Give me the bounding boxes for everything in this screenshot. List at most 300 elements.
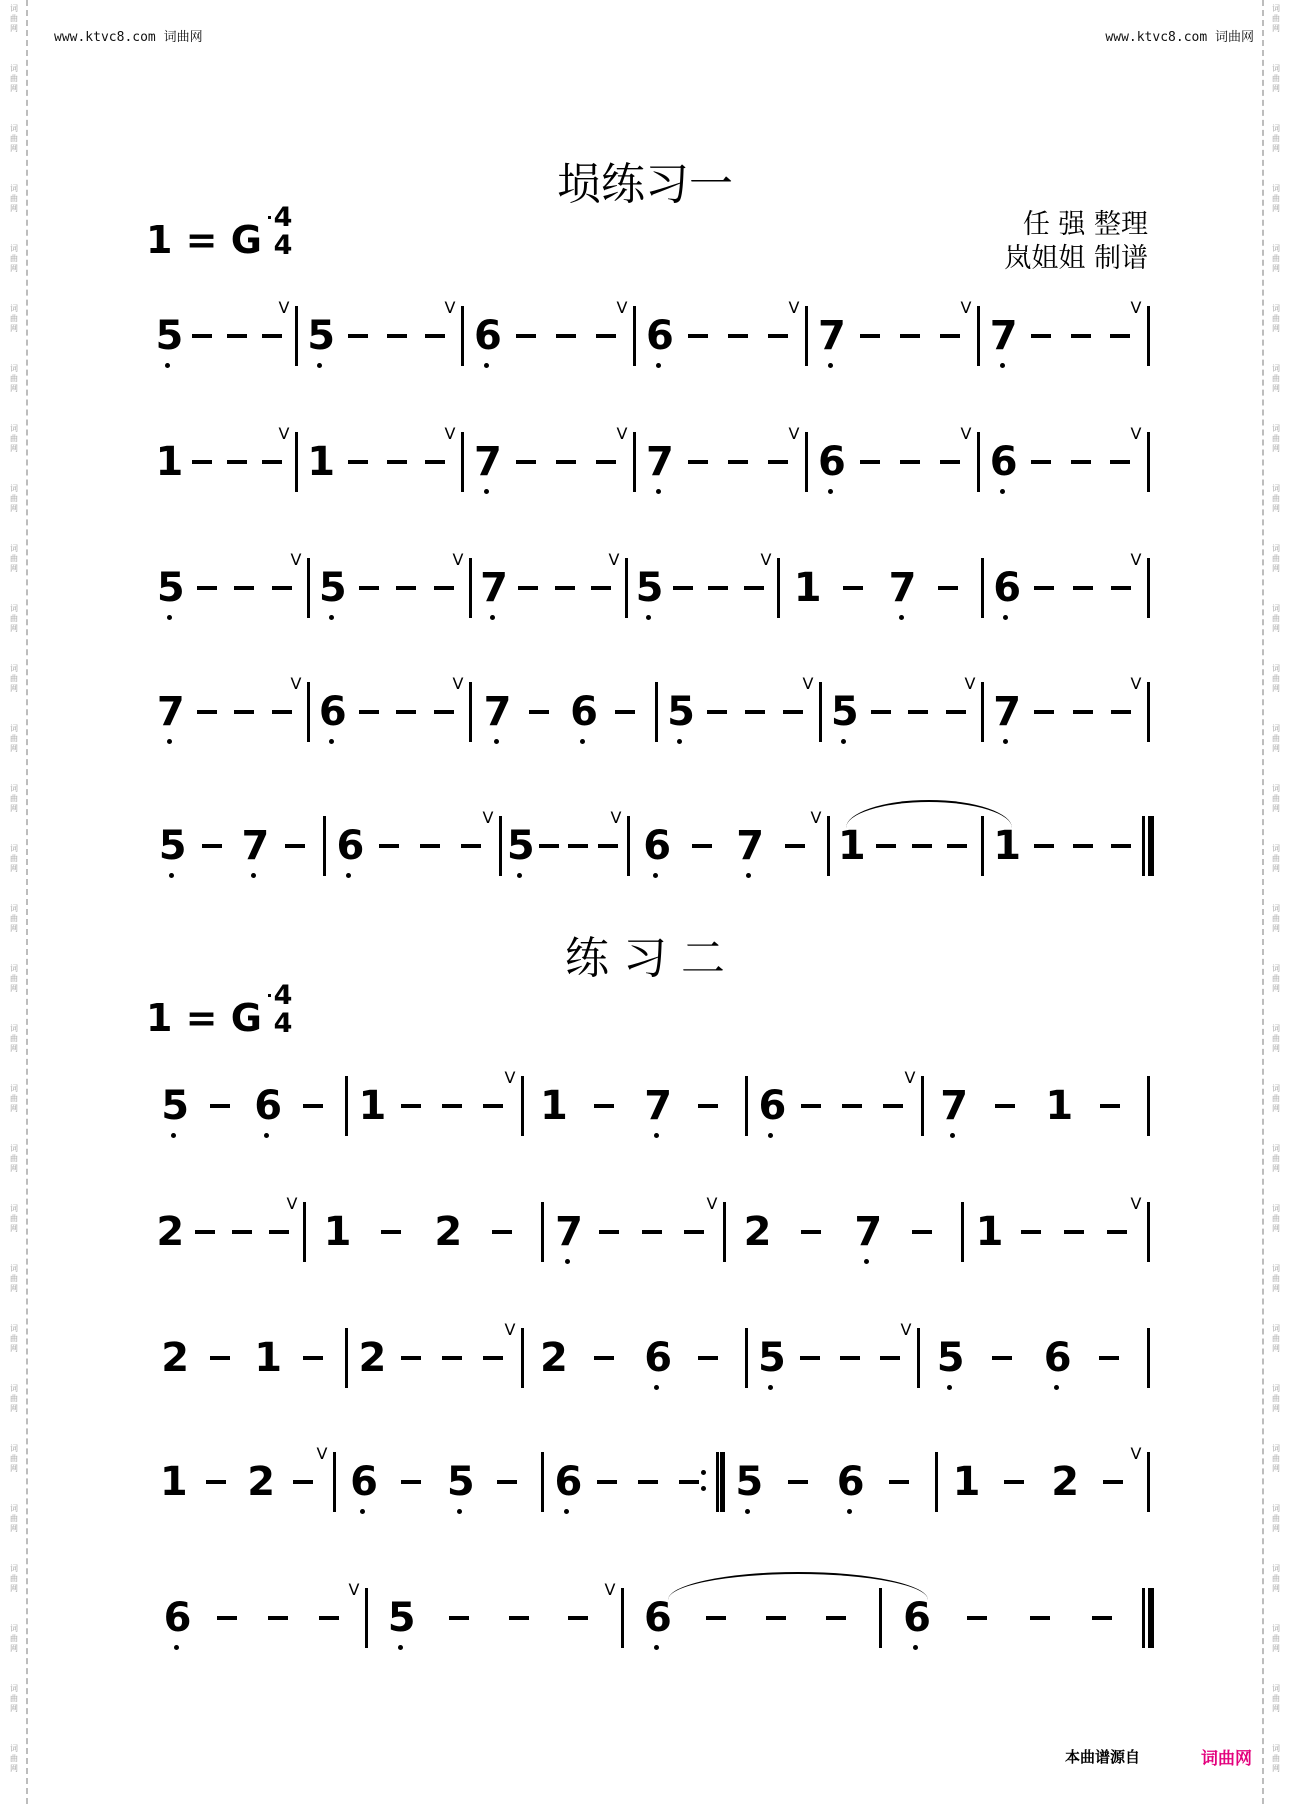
dash <box>303 1104 323 1108</box>
side-watermark: 词 曲 网 <box>1272 1684 1280 1713</box>
barline <box>1147 432 1150 492</box>
side-watermark: 词 曲 网 <box>10 1084 18 1113</box>
barline <box>819 682 822 742</box>
note: 5 <box>155 313 184 359</box>
dash <box>234 710 254 714</box>
barline <box>303 1202 306 1262</box>
barline <box>333 1452 336 1512</box>
dash <box>202 844 222 848</box>
side-watermark: 词 曲 网 <box>10 184 18 213</box>
breath-mark: V <box>348 1580 360 1599</box>
breath-mark: V <box>444 298 456 317</box>
dash <box>947 844 967 848</box>
dash <box>698 1356 718 1360</box>
breath-mark: V <box>788 298 800 317</box>
side-watermark: 词 曲 网 <box>1272 1084 1280 1113</box>
dash <box>262 334 282 338</box>
side-watermark: 词 曲 网 <box>10 1564 18 1593</box>
barline <box>295 432 298 492</box>
note: 1 <box>1045 1083 1074 1129</box>
dash <box>359 586 379 590</box>
breath-mark: V <box>1130 1194 1142 1213</box>
breath-mark: V <box>604 1580 616 1599</box>
score-line2 <box>0 422 1290 502</box>
score-line9 <box>0 1442 1290 1522</box>
dash <box>599 1230 619 1234</box>
source-label: 本曲谱源自 <box>1064 1748 1140 1766</box>
dash <box>745 710 765 714</box>
dash <box>516 460 536 464</box>
note: 6 <box>643 823 672 869</box>
dash <box>768 460 788 464</box>
breath-mark: V <box>482 808 494 827</box>
note: 6 <box>1043 1335 1072 1381</box>
side-watermark: 词 曲 网 <box>10 124 18 153</box>
dash <box>843 586 863 590</box>
barline <box>745 1076 748 1136</box>
dash <box>938 586 958 590</box>
dash <box>940 460 960 464</box>
note: 2 <box>1051 1459 1080 1505</box>
dash <box>483 1356 503 1360</box>
barline <box>625 558 628 618</box>
side-watermark: 词 曲 网 <box>10 664 18 693</box>
dash <box>268 1616 288 1620</box>
side-watermark: 词 曲 网 <box>10 1024 18 1053</box>
dash <box>860 460 880 464</box>
note: 6 <box>903 1595 931 1641</box>
note: 7 <box>474 439 502 485</box>
dash <box>698 1104 718 1108</box>
barline <box>345 1076 348 1136</box>
dash <box>303 1356 323 1360</box>
side-watermark: 词 曲 网 <box>1272 844 1280 873</box>
dash <box>381 1230 401 1234</box>
dash <box>840 1356 860 1360</box>
side-watermark: 词 曲 网 <box>10 4 18 33</box>
barline <box>1147 306 1150 366</box>
final-barline <box>1142 816 1154 876</box>
tie <box>668 1572 928 1600</box>
barline <box>1147 558 1150 618</box>
note: 6 <box>989 439 1018 485</box>
dash <box>692 844 712 848</box>
piece1-meter-top: 4 <box>273 202 293 233</box>
breath-mark: V <box>760 550 772 569</box>
dash <box>1064 1230 1084 1234</box>
breath-mark: V <box>1130 550 1142 569</box>
note: 5 <box>936 1335 965 1381</box>
barline <box>461 432 464 492</box>
dash <box>210 1104 230 1108</box>
barline <box>365 1588 368 1648</box>
note: 7 <box>993 689 1022 735</box>
note: 2 <box>358 1335 387 1381</box>
side-watermark: 词 曲 网 <box>1272 1324 1280 1353</box>
dash <box>461 844 481 848</box>
breath-mark: V <box>1130 1444 1142 1463</box>
dash <box>1071 460 1091 464</box>
breath-mark: V <box>810 808 822 827</box>
barline <box>917 1328 920 1388</box>
dash <box>946 710 966 714</box>
dash <box>556 460 576 464</box>
dash <box>210 1356 230 1360</box>
side-watermark: 词 曲 网 <box>1272 1744 1280 1773</box>
note: 5 <box>156 565 185 611</box>
dash <box>206 1480 226 1484</box>
dash <box>1110 334 1130 338</box>
dash <box>269 1230 289 1234</box>
dash <box>615 710 635 714</box>
dash <box>728 460 748 464</box>
dash <box>387 460 407 464</box>
barline <box>1147 1202 1150 1262</box>
breath-mark: V <box>1130 424 1142 443</box>
repeat-dots <box>701 1466 707 1496</box>
dash <box>889 1480 909 1484</box>
dash <box>706 1616 726 1620</box>
side-watermark: 词 曲 网 <box>1272 1444 1280 1473</box>
dash <box>1073 710 1093 714</box>
dash <box>359 710 379 714</box>
dash <box>900 334 920 338</box>
note: 1 <box>793 565 822 611</box>
piece1-key: 1 = G <box>146 218 262 262</box>
barline <box>1147 1328 1150 1388</box>
dash <box>876 844 896 848</box>
barline <box>981 558 984 618</box>
note: 2 <box>247 1459 276 1505</box>
dash <box>401 1356 421 1360</box>
note: 5 <box>735 1459 764 1505</box>
dash <box>744 586 764 590</box>
dash <box>860 334 880 338</box>
header-watermark-right: www.ktvc8.com 词曲网 <box>1105 30 1254 45</box>
barline <box>981 682 984 742</box>
note: 6 <box>254 1083 283 1129</box>
dash <box>1111 710 1131 714</box>
note: 7 <box>555 1209 583 1255</box>
side-watermark: 词 曲 网 <box>1272 1624 1280 1653</box>
barline <box>307 682 310 742</box>
breath-mark: V <box>278 424 290 443</box>
side-watermark: 词 曲 网 <box>10 604 18 633</box>
score-line4 <box>0 672 1290 752</box>
dash <box>591 586 611 590</box>
dash <box>1073 586 1093 590</box>
piece2-meter-bottom: 4 <box>273 1008 293 1039</box>
breath-mark: V <box>904 1068 916 1087</box>
dash <box>555 586 575 590</box>
side-watermark: 词 曲 网 <box>10 1744 18 1773</box>
note: 6 <box>570 689 598 735</box>
dash <box>992 1356 1012 1360</box>
final-barline <box>1142 1588 1154 1648</box>
side-watermark: 词 曲 网 <box>1272 1564 1280 1593</box>
note: 6 <box>644 1335 673 1381</box>
dash <box>1034 710 1054 714</box>
dash <box>596 334 616 338</box>
note: 5 <box>758 1335 786 1381</box>
side-watermark: 词 曲 网 <box>10 364 18 393</box>
dash <box>387 334 407 338</box>
dash <box>1111 844 1131 848</box>
note: 7 <box>156 689 185 735</box>
dash <box>348 460 368 464</box>
note: 6 <box>818 439 846 485</box>
side-watermark: 词 曲 网 <box>1272 964 1280 993</box>
score-line10 <box>0 1578 1290 1658</box>
note: 7 <box>644 1083 673 1129</box>
side-watermark: 词 曲 网 <box>10 844 18 873</box>
dash <box>688 460 708 464</box>
side-watermark: 词 曲 网 <box>1272 1384 1280 1413</box>
note: 1 <box>540 1083 568 1129</box>
note: 6 <box>554 1459 583 1505</box>
dash <box>272 710 292 714</box>
breath-mark: V <box>504 1068 516 1087</box>
dash <box>529 710 549 714</box>
dash <box>434 586 454 590</box>
dash <box>684 1230 704 1234</box>
barline <box>805 306 808 366</box>
side-watermark: 词 曲 网 <box>1272 664 1280 693</box>
dash <box>1099 1356 1119 1360</box>
breath-mark: V <box>960 298 972 317</box>
score-line1 <box>0 296 1290 376</box>
side-watermark: 词 曲 网 <box>10 1384 18 1413</box>
barline <box>499 816 502 876</box>
note: 5 <box>307 313 336 359</box>
dash <box>217 1616 237 1620</box>
barline <box>977 306 980 366</box>
breath-mark: V <box>286 1194 298 1213</box>
dash <box>1030 1616 1050 1620</box>
breath-mark: V <box>452 550 464 569</box>
note: 7 <box>480 565 508 611</box>
dash <box>396 586 416 590</box>
dash <box>940 334 960 338</box>
note: 6 <box>993 565 1022 611</box>
note: 5 <box>318 565 347 611</box>
side-watermark: 词 曲 网 <box>10 244 18 273</box>
note: 1 <box>155 439 184 485</box>
dash <box>598 844 618 848</box>
dash <box>492 1230 512 1234</box>
source-brand: 词曲网 <box>1201 1749 1252 1769</box>
dash <box>293 1480 313 1484</box>
note: 1 <box>837 823 866 869</box>
piece2-key: 1 = G <box>146 996 262 1040</box>
note: 5 <box>830 689 859 735</box>
piece1-title: 埙练习一 <box>557 159 733 210</box>
header-watermark-left: www.ktvc8.com 词曲网 <box>54 30 203 45</box>
dash <box>1031 334 1051 338</box>
note: 5 <box>161 1083 190 1129</box>
dash <box>285 844 305 848</box>
note: 2 <box>434 1209 463 1255</box>
dash <box>800 1356 820 1360</box>
side-watermark: 词 曲 网 <box>1272 64 1280 93</box>
note: 1 <box>159 1459 188 1505</box>
dash <box>1092 1616 1112 1620</box>
dash <box>227 334 247 338</box>
dash <box>1111 586 1131 590</box>
dash <box>783 710 803 714</box>
dash <box>497 1480 517 1484</box>
repeat-barline <box>711 1452 725 1512</box>
barline <box>921 1076 924 1136</box>
note: 7 <box>241 823 270 869</box>
dash <box>728 334 748 338</box>
dash <box>908 710 928 714</box>
note: 6 <box>474 313 502 359</box>
dash <box>995 1104 1015 1108</box>
side-watermark: 词 曲 网 <box>1272 184 1280 213</box>
side-watermark: 词 曲 网 <box>1272 1144 1280 1173</box>
score-line6 <box>0 1066 1290 1146</box>
barline <box>469 682 472 742</box>
barline <box>541 1202 544 1262</box>
breath-mark: V <box>1130 298 1142 317</box>
barline <box>323 816 326 876</box>
note: 5 <box>667 689 695 735</box>
piece2-meter-top: 4 <box>273 980 293 1011</box>
dash <box>262 460 282 464</box>
dash <box>420 844 440 848</box>
side-watermark: 词 曲 网 <box>10 1264 18 1293</box>
dash <box>232 1230 252 1234</box>
side-watermark: 词 曲 网 <box>10 1324 18 1353</box>
side-watermark: 词 曲 网 <box>1272 484 1280 513</box>
dash <box>708 586 728 590</box>
barline <box>1147 1452 1150 1512</box>
barline <box>621 1588 624 1648</box>
dash <box>597 1480 617 1484</box>
breath-mark: V <box>290 550 302 569</box>
breath-mark: V <box>610 808 622 827</box>
dash <box>707 710 727 714</box>
dash <box>1107 1230 1127 1234</box>
barline <box>633 432 636 492</box>
dash <box>401 1480 421 1484</box>
side-watermark: 词 曲 网 <box>1272 304 1280 333</box>
piece1-credit-engraver: 岚姐姐 制谱 <box>1004 243 1148 274</box>
dash <box>227 460 247 464</box>
dash <box>192 334 212 338</box>
note: 1 <box>307 439 336 485</box>
note: 2 <box>161 1335 190 1381</box>
dash <box>842 1104 862 1108</box>
dash <box>673 586 693 590</box>
dash <box>1073 844 1093 848</box>
dash <box>679 1480 699 1484</box>
dash <box>518 586 538 590</box>
dash <box>801 1104 821 1108</box>
breath-mark: V <box>964 674 976 693</box>
note: 5 <box>158 823 187 869</box>
dash <box>871 710 891 714</box>
note: 7 <box>736 823 765 869</box>
dash <box>483 1104 503 1108</box>
dash <box>425 334 445 338</box>
note: 1 <box>993 823 1022 869</box>
breath-mark: V <box>504 1320 516 1339</box>
side-watermark: 词 曲 网 <box>1272 724 1280 753</box>
barline <box>1147 1076 1150 1136</box>
dash <box>596 460 616 464</box>
side-watermark: 词 曲 网 <box>10 304 18 333</box>
note: 6 <box>646 313 674 359</box>
dash <box>442 1104 462 1108</box>
score-line5 <box>0 806 1290 886</box>
dash <box>509 1616 529 1620</box>
note: 7 <box>888 565 917 611</box>
breath-mark: V <box>960 424 972 443</box>
dash <box>785 844 805 848</box>
barline <box>777 558 780 618</box>
dash <box>1034 586 1054 590</box>
dash <box>1004 1480 1024 1484</box>
side-watermark: 词 曲 网 <box>10 424 18 453</box>
breath-mark: V <box>616 298 628 317</box>
barline <box>541 1452 544 1512</box>
barline <box>307 558 310 618</box>
note: 6 <box>350 1459 379 1505</box>
dash <box>594 1356 614 1360</box>
note: 7 <box>483 689 512 735</box>
barline <box>633 306 636 366</box>
piece1-credit-arranger: 任 强 整理 <box>1022 209 1148 240</box>
breath-mark: V <box>900 1320 912 1339</box>
dash <box>434 710 454 714</box>
note: 1 <box>975 1209 1004 1255</box>
dash <box>449 1616 469 1620</box>
barline <box>723 1202 726 1262</box>
barline <box>627 816 630 876</box>
dash <box>594 1104 614 1108</box>
breath-mark: V <box>616 424 628 443</box>
note: 5 <box>446 1459 475 1505</box>
side-watermark: 词 曲 网 <box>1272 364 1280 393</box>
dash <box>900 460 920 464</box>
side-watermark: 词 曲 网 <box>10 64 18 93</box>
note: 5 <box>635 565 664 611</box>
breath-mark: V <box>278 298 290 317</box>
side-watermark: 词 曲 网 <box>1272 244 1280 273</box>
side-watermark: 词 曲 网 <box>10 544 18 573</box>
dash <box>319 1616 339 1620</box>
dash <box>688 334 708 338</box>
dash <box>1100 1104 1120 1108</box>
note: 6 <box>836 1459 865 1505</box>
side-watermark: 词 曲 网 <box>10 964 18 993</box>
piece1-time-signature <box>268 204 298 260</box>
breath-mark: V <box>316 1444 328 1463</box>
breath-mark: V <box>444 424 456 443</box>
side-watermark: 词 曲 网 <box>10 904 18 933</box>
dash <box>556 334 576 338</box>
breath-mark: V <box>788 424 800 443</box>
dash <box>766 1616 786 1620</box>
dash <box>234 586 254 590</box>
side-watermark: 词 曲 网 <box>10 484 18 513</box>
side-watermark: 词 曲 网 <box>1272 784 1280 813</box>
dash <box>1103 1480 1123 1484</box>
side-watermark: 词 曲 网 <box>1272 604 1280 633</box>
note: 2 <box>156 1209 185 1255</box>
